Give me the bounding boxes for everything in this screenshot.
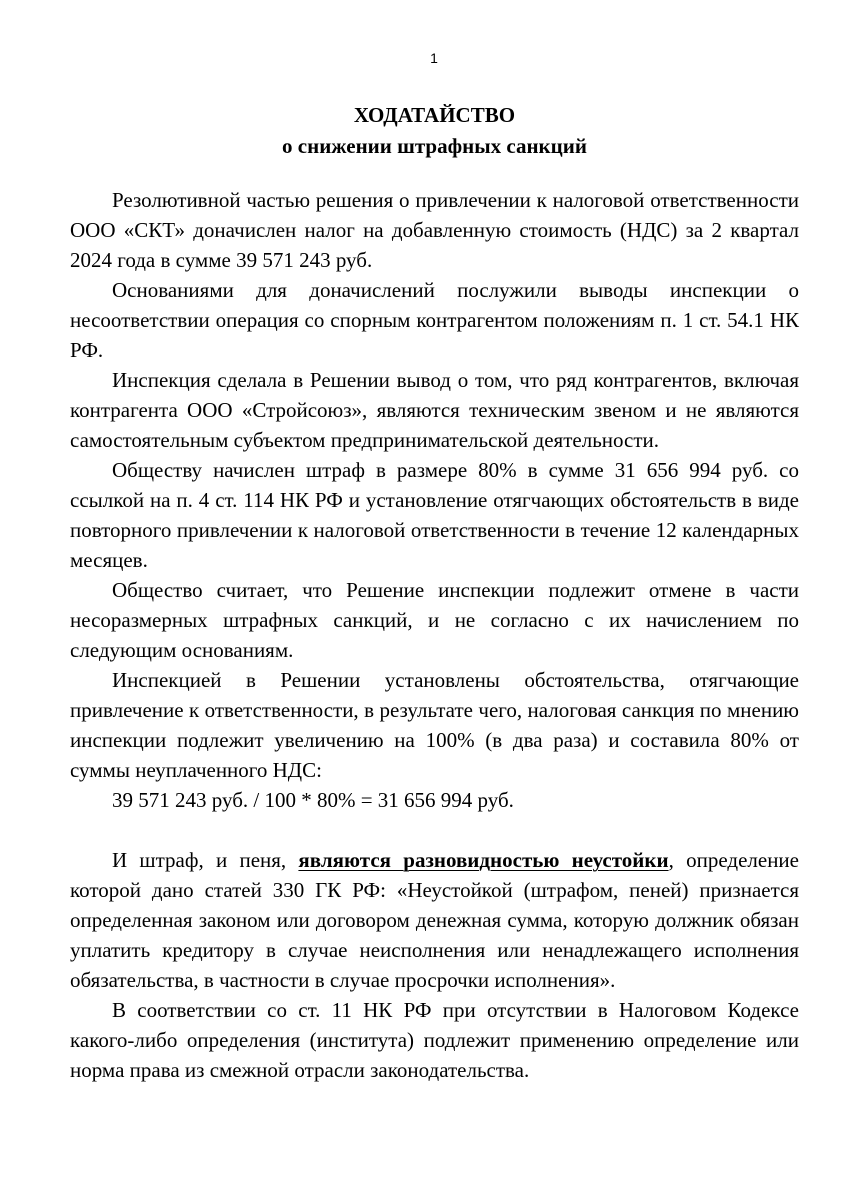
document-title: ХОДАТАЙСТВО [353, 103, 516, 127]
paragraph-company-position: Общество считает, что Решение инспекции подлежит отмене в части несоразмерных штрафных санкций, и не согласно с их начислением по следующим основаниям. [70, 578, 799, 662]
document-body [70, 185, 799, 1085]
paragraph-fine-charged: Обществу начислен штраф в размере 80% в сумме 31 656 994 руб. со ссылкой на п. 4 ст. 114 НК РФ и установление отягчающих обстоятельств в виде повторного привлечении к налоговой ответственности в течение 12 календарных месяцев. [70, 458, 799, 572]
paragraph-tax-code-article-11: В соответствии со ст. 11 НК РФ при отсутствии в Налоговом Кодексе какого-либо определения (института) подлежит применению определение или норма права из смежной отрасли законодательства. [70, 998, 799, 1082]
paragraph-grounds: Основаниями для доначислений послужили выводы инспекции о несоответствии операция со спорным контрагентом положениям п. 1 ст. 54.1 НК РФ. [70, 278, 799, 362]
paragraph-penalty-definition [70, 845, 799, 995]
document-subtitle: о снижении штрафных санкций [282, 134, 587, 158]
formula-line: 39 571 243 руб. / 100 * 80% = 31 656 994 руб. [112, 788, 514, 812]
paragraph-spacer [70, 815, 799, 845]
paragraph-aggravating-circumstances: Инспекцией в Решении установлены обстоятельства, отягчающие привлечение к ответственности, в результате чего, налоговая санкция по мнению инспекции подлежит увеличению на 100% (в два раза) и составила 80% от суммы неуплаченного НДС: [70, 668, 799, 782]
page-number: 1 [430, 50, 438, 66]
penalty-emphasis-text: являются разновидностью неустойки [298, 848, 669, 872]
penalty-rest-text: , определение которой дано статей 330 ГК РФ: «Неустойкой (штрафом, пеней) признается определенная законом или договором денежная сумма, которую должник обязан уплатить кредитору в случае неисполнения или ненадлежащего исполнения обязательства, в частности в случае просрочки исполнения». [70, 848, 799, 992]
paragraph-inspection-conclusion: Инспекция сделала в Решении вывод о том, что ряд контрагентов, включая контрагента ООО «Стройсоюз», являются техническим звеном и не являются самостоятельным субъектом предпринимательской деятельности. [70, 368, 799, 452]
paragraph-vat-assessment: Резолютивной частью решения о привлечении к налоговой ответственности ООО «СКТ» доначислен налог на добавленную стоимость (НДС) за 2 квартал 2024 года в сумме 39 571 243 руб. [70, 188, 799, 272]
penalty-lead-text: И штраф, и пеня, [112, 848, 299, 872]
